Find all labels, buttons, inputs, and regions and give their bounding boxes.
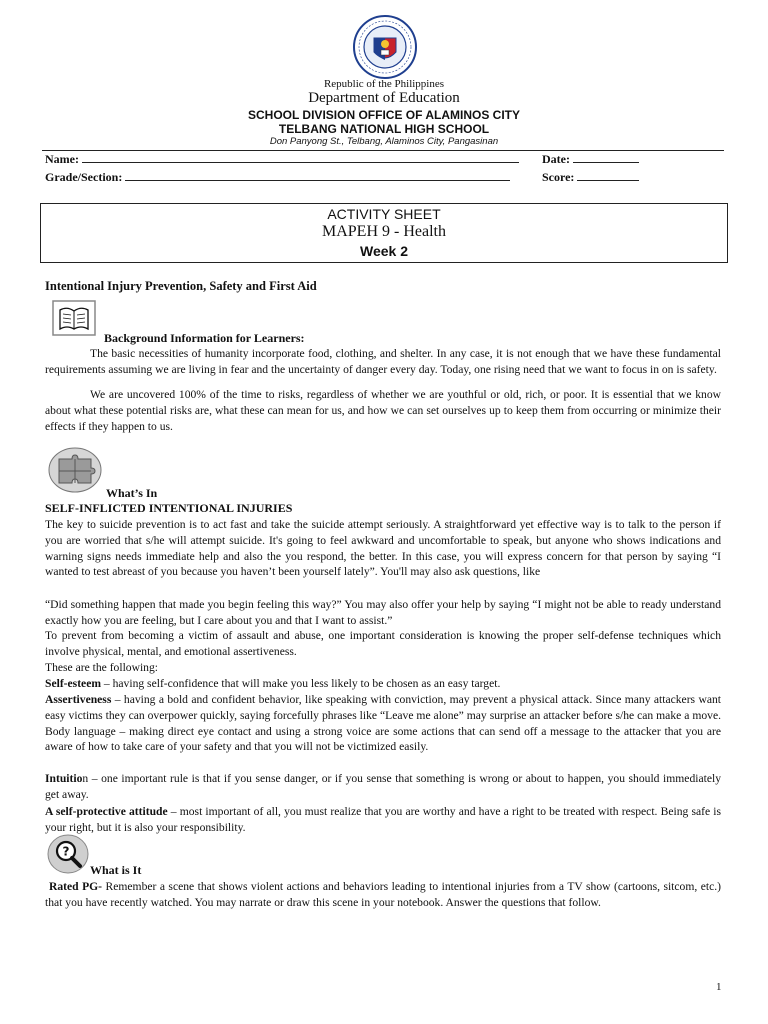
page-number: 1 (716, 981, 722, 993)
term-text: Remember a scene that shows violent actions and behaviors leading to intentional injuries from a TV show (cartoons, sitcom, etc.) that you have recently watched. You may narrate or draw this scene in your notebook. Answer the questions that follow. (45, 880, 721, 909)
background-paragraph-2: We are uncovered 100% of the time to risks, regardless of whether we are youthful or old, rich, or poor. It is essential that we know about what these potential risks are, what these can mean for us, and how we can set ourselves up to keep them from occurring or minimize their effects if they happen to us. (45, 388, 721, 433)
term-text: n – one important rule is that if you sense danger, or if you sense that something is wrong or about to happen, you should immediately get away. (45, 772, 721, 801)
whats-in-paragraph-2: “Did something happen that made you begin feeling this way?” You may also offer your help by saying “I might not be able to ready understand exactly how you are feeling, but I care about you and that I want to assist.” (45, 598, 721, 627)
date-field[interactable] (573, 151, 639, 163)
grade-label: Grade/Section: (45, 170, 123, 184)
school-line: TELBANG NATIONAL HIGH SCHOOL (278, 122, 490, 136)
score-row (542, 169, 639, 185)
title-week: Week 2 (360, 243, 408, 259)
name-field[interactable] (82, 151, 519, 163)
term-label: Rated PG- (49, 880, 103, 893)
deped-seal (352, 14, 418, 80)
background-paragraph-1: The basic necessities of humanity incorporate food, clothing, and shelter. In any case, it is not enough that we have these fundamental requirements assuming we are living in fear and the uncertainty of danger every day. Today, one rising need that we want to focus in on is safety. (45, 347, 721, 376)
date-label: Date: (542, 152, 570, 166)
term-label: A self-protective attitude (45, 805, 168, 818)
topic-title: Intentional Injury Prevention, Safety and First Aid (45, 279, 317, 293)
title-activity-sheet: ACTIVITY SHEET (327, 206, 441, 222)
whats-in-paragraph-4: These are the following: (45, 661, 158, 674)
division-line: SCHOOL DIVISION OFFICE OF ALAMINOS CITY (247, 108, 520, 122)
book-icon (52, 300, 96, 336)
term-text: – most important of all, you must realize that you are worthy and have a right to be treated with respect. Being safe is your right, but it is also your responsibility. (45, 805, 721, 834)
score-label: Score: (542, 170, 575, 184)
score-field[interactable] (577, 169, 639, 181)
whats-in-heading: What’s In (106, 486, 158, 500)
term-label: Intuitio (45, 772, 83, 785)
term-label: Assertiveness (45, 693, 112, 706)
term-text: – having a bold and confident behavior, like speaking with conviction, may prevent a physical attack. Since many attackers want easy victims they can overpower quickly, saying forcefully phrases like “Leave me alone” may surprise an attacker before s/he can make a move. Body language – making direct eye contact and using a strong voice are some actions that can send off a message to the attacker that you are aware of how to take care of your safety and that you will not be victimized easily. (45, 693, 721, 754)
term-text: – having self-confidence that will make you less likely to be chosen as an easy target. (101, 677, 501, 690)
date-row (542, 151, 639, 167)
puzzle-icon (48, 447, 102, 493)
grade-field[interactable] (125, 169, 510, 181)
magnifier-question-icon (47, 834, 89, 874)
whats-in-subheading: SELF-INFLICTED INTENTIONAL INJURIES (45, 501, 293, 515)
name-row (45, 151, 519, 167)
term-assertiveness (45, 692, 721, 755)
what-is-it-heading: What is It (90, 863, 142, 877)
whats-in-paragraph-3: To prevent from becoming a victim of assault and abuse, one important consideration is knowing the proper self-defense techniques which involve physical, mental, and emotional assertiveness. (45, 629, 721, 658)
term-label: Self-esteem (45, 677, 102, 690)
address-line: Don Panyong St., Telbang, Alaminos City, Pangasinan (269, 136, 499, 147)
title-subject: MAPEH 9 - Health (322, 223, 446, 240)
name-label: Name: (45, 152, 79, 166)
term-self-protective-attitude (45, 804, 721, 836)
term-self-esteem (45, 676, 721, 692)
grade-row (45, 169, 510, 185)
whats-in-paragraph-1: The key to suicide prevention is to act fast and take the suicide attempt seriously. A straightforward yet effective way is to talk to the person if you are worried that s/he will attempt suicide. It's going to feel awkward and uncomfortable to speak, but anyone who shows indications and warning signs needs immediate help and also the you respond, the better. In this case, you will express concern for that person by saying “I wanted to test abreast of you because you haven’t been yourself lately”. You'll may also ask questions, like (45, 518, 721, 579)
what-is-it-paragraph (45, 879, 721, 911)
department-line: Department of Education (308, 90, 460, 106)
svg-text:?: ? (62, 844, 70, 859)
background-heading: Background Information for Learners: (104, 331, 305, 345)
term-intuition (45, 771, 721, 803)
republic-line: Republic of the Philippines (323, 78, 445, 90)
title-box (40, 203, 728, 263)
